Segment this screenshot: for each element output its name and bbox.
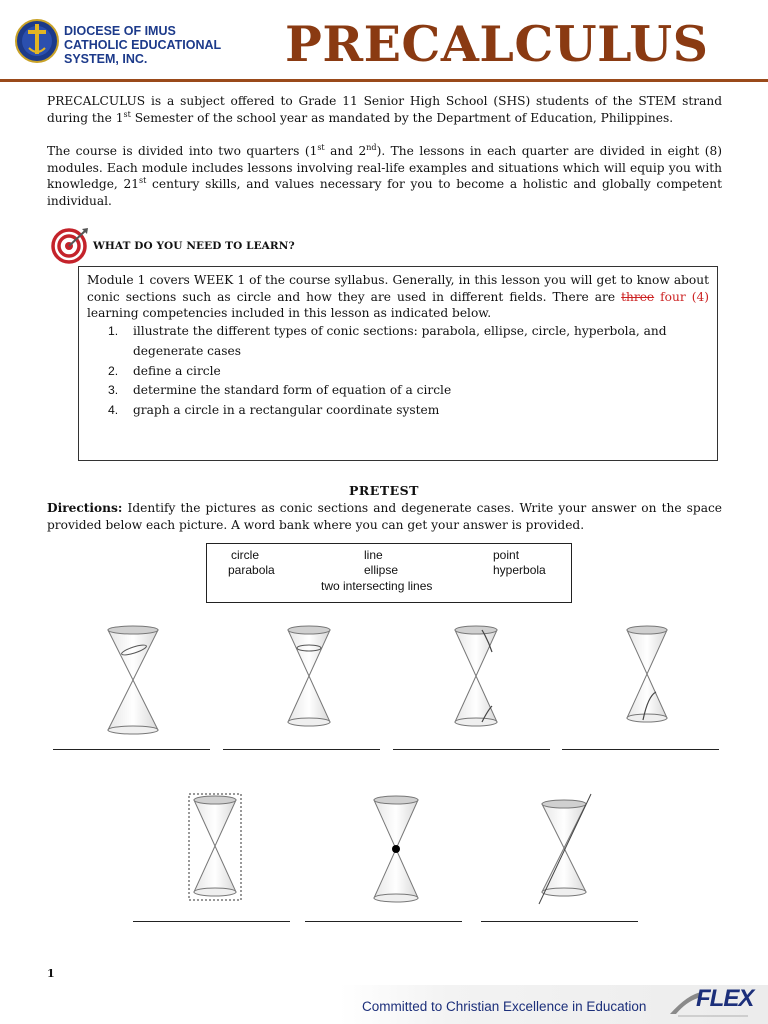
answer-line[interactable] [53,749,210,750]
list-item-number: 3. [108,383,119,398]
list-item-text: graph a circle in a rectangular coordinate system [133,403,440,418]
double-cone-two-lines-figure [535,790,597,908]
double-cone-hyperbola-figure [452,624,500,728]
double-cone-point-figure [370,792,424,904]
module-intro-text-b: learning competencies included in this lesson as indicated below. [87,306,492,320]
answer-line[interactable] [481,921,638,922]
target-icon [48,226,90,264]
double-cone-ellipse-figure [285,624,333,728]
double-cone-parabola-figure [624,624,670,724]
word-bank-item: ellipse [364,563,399,577]
word-bank-item: line [364,548,383,562]
word-bank-item: parabola [228,563,275,577]
list-item [108,381,688,401]
intro-p2-text-a: The course is divided into two quarters (1 [47,144,318,158]
pretest-directions [47,500,722,533]
word-bank-item: two intersecting lines [321,579,433,593]
word-bank-item: circle [231,548,260,562]
intro-p1-text-a: PRECALCULUS is a subject offered to Grade 11 Senior High School (SHS) students of the STEM strand during the 1 [47,94,722,125]
list-item [108,322,688,362]
module-intro [87,272,709,322]
header-divider [0,79,768,82]
list-item [108,362,688,382]
double-cone-line-figure [186,792,244,902]
intro-p2-sup-2: nd [366,142,377,152]
answer-line[interactable] [562,749,719,750]
org-line-2: CATHOLIC EDUCATIONAL [64,38,222,52]
intro-p2-sup-1: st [317,142,325,152]
competency-list [108,322,688,421]
flex-logo-text: FLEX [696,985,754,1012]
intro-p1-sup: st [123,109,131,119]
pretest-title: PRETEST [349,483,419,498]
list-item-text: define a circle [133,363,221,378]
answer-line[interactable] [133,921,290,922]
page-number: 1 [47,967,55,980]
intro-p2-text-b: and 2 [324,144,367,158]
answer-line[interactable] [305,921,462,922]
inserted-word: four (4) [654,289,709,304]
intro-paragraph-1 [47,93,722,126]
page-title: PRECALCULUS [285,15,709,73]
intro-p2-text-d: century skills, and values necessary for you to become a holistic and globally competent individual. [47,177,723,208]
struck-word: three [621,289,655,304]
word-bank-box [206,543,572,603]
intro-p2-sup-3: st [139,175,147,185]
list-item [108,401,688,421]
intro-p2-text-c: ). The lessons in each quarter are divided in eight (8) modules. Each module includes lessons involving real-life examples and situations which will equip you with knowledge, 21 [47,144,722,191]
footer-tagline: Committed to Christian Excellence in Education [362,999,647,1014]
directions-label: Directions: [47,501,123,515]
learn-heading: WHAT DO YOU NEED TO LEARN? [93,240,295,252]
list-item-text: determine the standard form of equation of a circle [133,383,452,398]
organization-name [64,24,254,66]
school-seal-logo [14,18,60,64]
list-item-text: illustrate the different types of conic sections: parabola, ellipse, circle, hyperbola, and degenerate cases [133,324,667,358]
org-line-1: DIOCESE OF IMUS [64,24,176,38]
list-item-number: 4. [108,403,119,418]
word-bank-item: point [493,548,520,562]
word-bank-item: hyperbola [493,563,546,577]
answer-line[interactable] [223,749,380,750]
answer-line[interactable] [393,749,550,750]
directions-text: Identify the pictures as conic sections and degenerate cases. Write your answer on the space provided below each picture. A word bank where you can get your answer is provided. [47,501,722,532]
module-intro-text-a: Module 1 covers WEEK 1 of the course syllabus. Generally, in this lesson you will get to know about conic sections such as circle and how they are used in different fields. There are [87,273,709,304]
intro-p1-text-b: Semester of the school year as mandated by the Department of Education, Philippines. [130,110,674,125]
double-cone-circle-figure [104,624,162,736]
org-line-3: SYSTEM, INC. [64,52,148,66]
list-item-number: 2. [108,363,119,378]
list-item-number: 1. [108,324,119,338]
intro-paragraph-2 [47,143,722,209]
